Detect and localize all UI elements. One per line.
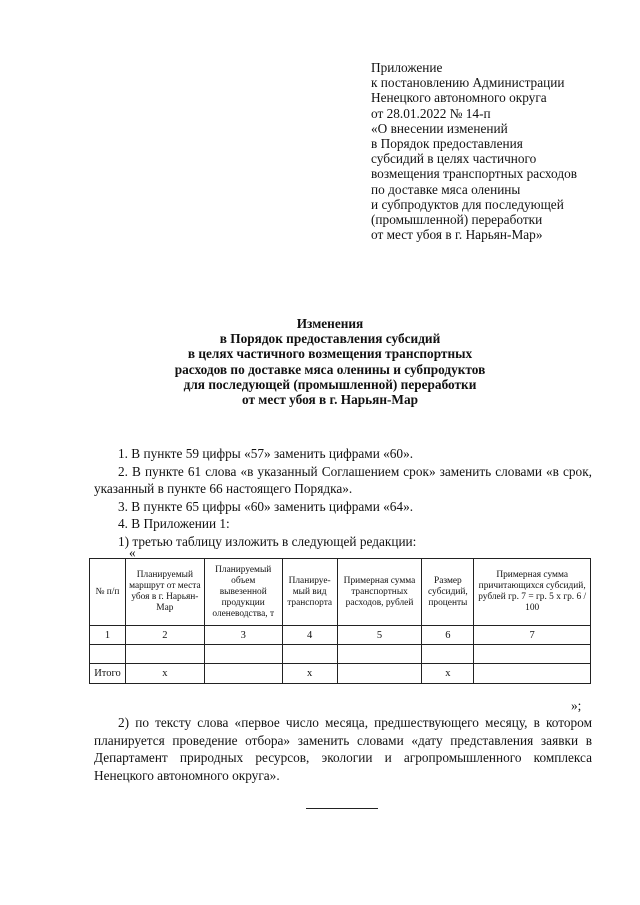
total-cell xyxy=(337,664,422,684)
appendix-line: возмещения транспортных расходов xyxy=(371,166,578,182)
total-cell: х xyxy=(125,664,204,684)
number-cell: 5 xyxy=(337,626,422,645)
header-cell: Примерная сумма причитающихся субсидий, рублей гр. 7 = гр. 5 х гр. 6 / 100 xyxy=(474,559,591,626)
change-subitem-2: 2) по тексту слова «первое число месяца, предшествующего месяцу, в котором планируется проведение отбора» заменить словами «дату представления заявки в Департамент природных ресурсов, экологии и агропромышленного комплекса Ненецкого автономного округа». xyxy=(94,715,592,783)
subsidy-table xyxy=(89,558,591,684)
total-cell: х xyxy=(282,664,337,684)
number-cell: 1 xyxy=(90,626,126,645)
table-number-row xyxy=(90,626,591,645)
table-total-row xyxy=(90,664,591,684)
change-item-4: 4. В Приложении 1: xyxy=(118,516,230,532)
header-cell: Размер субсидий, проценты xyxy=(422,559,474,626)
document-title xyxy=(80,316,580,407)
appendix-line: от мест убоя в г. Нарьян-Мар» xyxy=(371,227,543,243)
appendix-line: субсидий в целях частичного xyxy=(371,151,537,167)
title-line: для последующей (промышленной) переработки xyxy=(183,376,477,392)
appendix-line: в Порядок предоставления xyxy=(371,136,523,152)
appendix-line: «О внесении изменений xyxy=(371,120,508,136)
total-cell: х xyxy=(422,664,474,684)
table-header-row xyxy=(90,559,591,626)
appendix-line: от 28.01.2022 № 14-п xyxy=(371,105,491,121)
appendix-line: Ненецкого автономного округа xyxy=(371,90,547,106)
total-cell xyxy=(474,664,591,684)
table-empty-row xyxy=(90,645,591,664)
header-cell: Планируемый объем вывезенной продукции оленеводства, т xyxy=(204,559,282,626)
header-cell: Примерная сумма транспортных расходов, рублей xyxy=(337,559,422,626)
changes-list xyxy=(94,445,592,551)
quote-open: « xyxy=(129,545,136,560)
appendix-line: (промышленной) переработки xyxy=(371,212,543,228)
title-line: в Порядок предоставления субсидий xyxy=(219,331,441,347)
empty-cell xyxy=(204,645,282,664)
quote-close: »; xyxy=(571,698,582,713)
appendix-line: и субпродуктов для последующей xyxy=(371,196,564,212)
change-item-2: 2. В пункте 61 слова «в указанный Соглашением срок» заменить словами «в срок, указанный в пункте 66 настоящего Порядка». xyxy=(94,463,592,497)
title-line: от мест убоя в г. Нарьян-Мар xyxy=(241,392,419,408)
change-subitem-1: 1) третью таблицу изложить в следующей редакции: xyxy=(118,533,417,549)
empty-cell xyxy=(337,645,422,664)
total-cell xyxy=(204,664,282,684)
change-item-3: 3. В пункте 65 цифры «60» заменить цифрами «64». xyxy=(118,498,414,514)
appendix-line: Приложение xyxy=(371,60,443,75)
number-cell: 4 xyxy=(282,626,337,645)
end-divider xyxy=(306,808,378,809)
change-item-1: 1. В пункте 59 цифры «57» заменить цифрами «60». xyxy=(118,446,414,461)
empty-cell xyxy=(125,645,204,664)
total-cell: Итого xyxy=(90,664,126,684)
title-line: в целях частичного возмещения транспортных xyxy=(187,346,473,362)
number-cell: 3 xyxy=(204,626,282,645)
header-cell: № п/п xyxy=(90,559,126,626)
number-cell: 6 xyxy=(422,626,474,645)
appendix-line: к постановлению Администрации xyxy=(371,75,565,91)
appendix-block xyxy=(371,60,633,242)
title-line: Изменения xyxy=(296,316,364,331)
header-cell: Планируемый маршрут от места убоя в г. Нарьян-Мар xyxy=(125,559,204,626)
appendix-line: по доставке мяса оленины xyxy=(371,181,521,197)
number-cell: 7 xyxy=(474,626,591,645)
empty-cell xyxy=(90,645,126,664)
title-line: расходов по доставке мяса оленины и субпродуктов xyxy=(174,361,486,377)
empty-cell xyxy=(422,645,474,664)
empty-cell xyxy=(474,645,591,664)
header-cell: Планируе-мый вид транспорта xyxy=(282,559,337,626)
number-cell: 2 xyxy=(125,626,204,645)
empty-cell xyxy=(282,645,337,664)
